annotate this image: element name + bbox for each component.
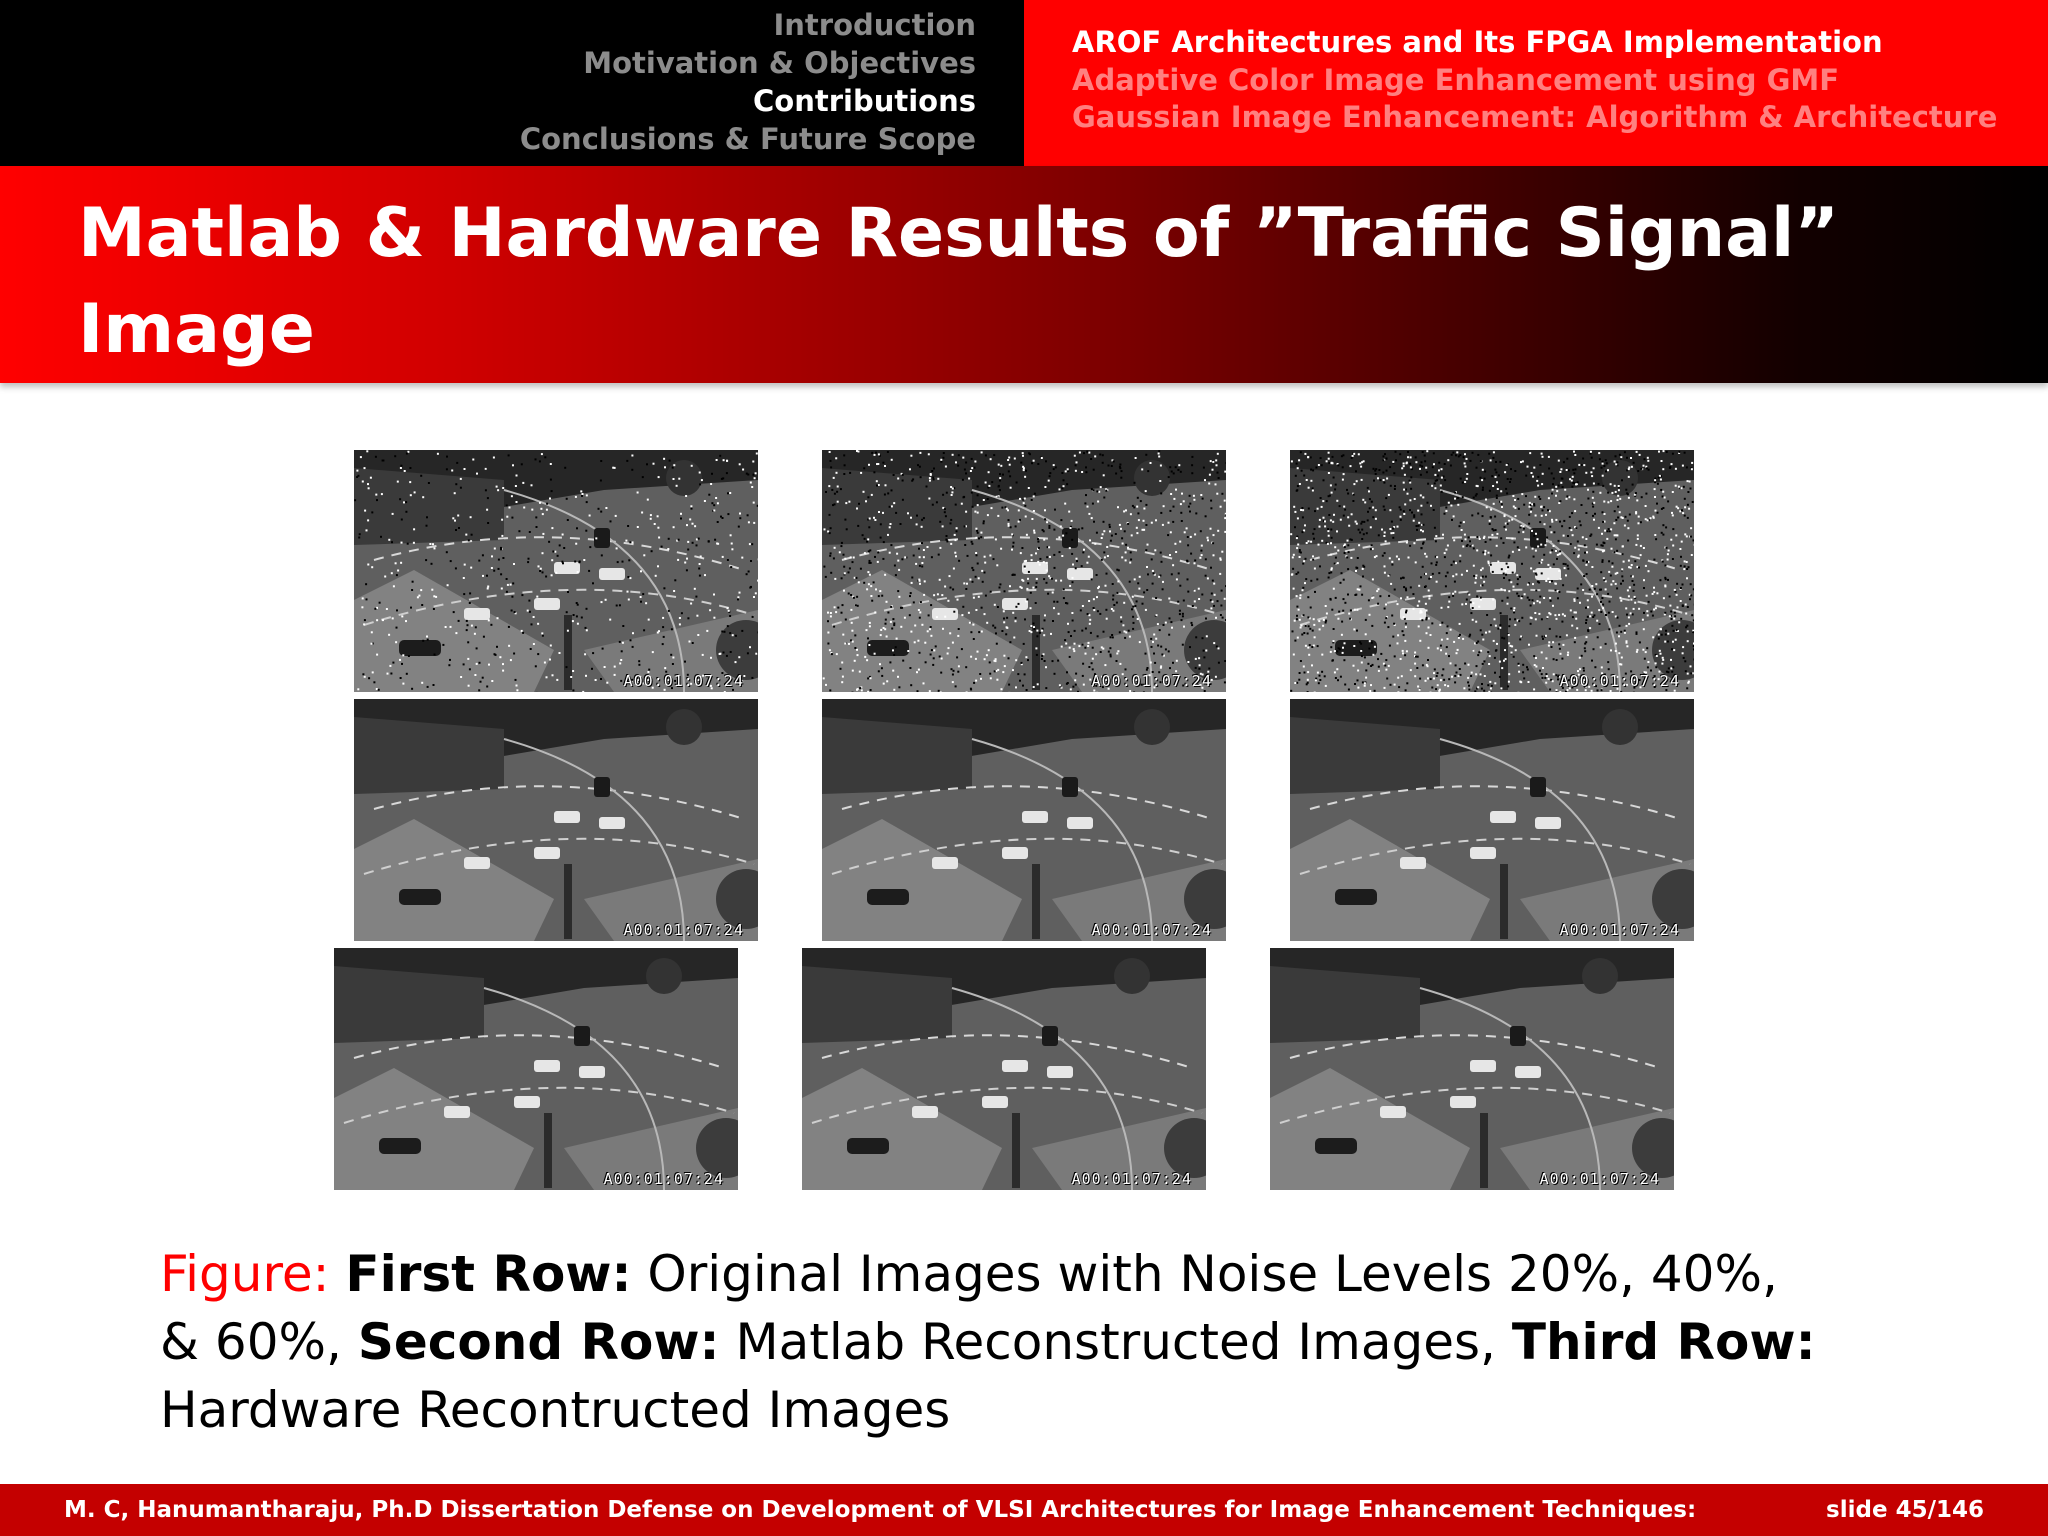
slide-title-line-1: Matlab & Hardware Results of ”Traffic Signal” <box>78 194 1840 273</box>
image-timestamp: A00:01:07:24 <box>1559 672 1680 690</box>
caption-row1-heading: First Row: <box>345 1245 632 1303</box>
nav-subsection-gaussian[interactable]: Gaussian Image Enhancement: Algorithm & Architecture <box>1072 100 1998 134</box>
caption-row2-heading: Second Row: <box>357 1313 720 1371</box>
nav-section-motivation[interactable]: Motivation & Objectives <box>583 46 976 80</box>
image-timestamp: A00:01:07:24 <box>623 921 744 939</box>
image-noisy-20 <box>354 450 758 692</box>
nav-sections <box>520 6 976 158</box>
caption-row2-text: Matlab Reconstructed Images, <box>719 1313 1512 1371</box>
nav-section-introduction[interactable]: Introduction <box>773 8 976 42</box>
image-matlab-40 <box>822 699 1226 941</box>
caption-row3-heading: Third Row: <box>1511 1313 1816 1371</box>
caption-row1-text: Original Images with Noise Levels 20%, 40%, & 60%, <box>160 1245 1778 1371</box>
footer-bar <box>0 1484 2048 1536</box>
nav-subsection-gmf[interactable]: Adaptive Color Image Enhancement using GMF <box>1072 62 1840 97</box>
figure-caption <box>160 1240 1820 1444</box>
caption-label: Figure: <box>160 1245 330 1303</box>
slide-title-line-2: Image <box>78 290 315 369</box>
nav-section-conclusions[interactable]: Conclusions & Future Scope <box>519 122 976 156</box>
footer-title: M. C, Hanumantharaju, Ph.D Dissertation Defense on Development of VLSI Architectures for Image Enhancement Techniques: <box>64 1497 1697 1523</box>
nav-section-contributions[interactable]: Contributions <box>753 84 976 118</box>
image-noisy-40 <box>822 450 1226 692</box>
image-timestamp: A00:01:07:24 <box>1091 672 1212 690</box>
slide-title <box>78 186 1958 378</box>
nav-subsection-arof[interactable]: AROF Architectures and Its FPGA Implementation <box>1072 25 1883 59</box>
image-timestamp: A00:01:07:24 <box>1559 921 1680 939</box>
image-hardware-20 <box>334 948 738 1190</box>
slide-number[interactable]: slide 45/146 <box>1826 1497 1984 1523</box>
image-timestamp: A00:01:07:24 <box>1539 1170 1660 1188</box>
image-timestamp: A00:01:07:24 <box>1071 1170 1192 1188</box>
image-hardware-60 <box>1270 948 1674 1190</box>
image-timestamp: A00:01:07:24 <box>603 1170 724 1188</box>
caption-row3-text: Hardware Recontructed Images <box>160 1381 951 1439</box>
nav-subsections-panel <box>1024 0 2048 166</box>
image-noisy-60 <box>1290 450 1694 692</box>
nav-subsections <box>1072 24 1997 137</box>
image-timestamp: A00:01:07:24 <box>1091 921 1212 939</box>
image-matlab-60 <box>1290 699 1694 941</box>
image-timestamp: A00:01:07:24 <box>623 672 744 690</box>
image-matlab-20 <box>354 699 758 941</box>
nav-sections-panel <box>0 0 1024 166</box>
image-hardware-40 <box>802 948 1206 1190</box>
